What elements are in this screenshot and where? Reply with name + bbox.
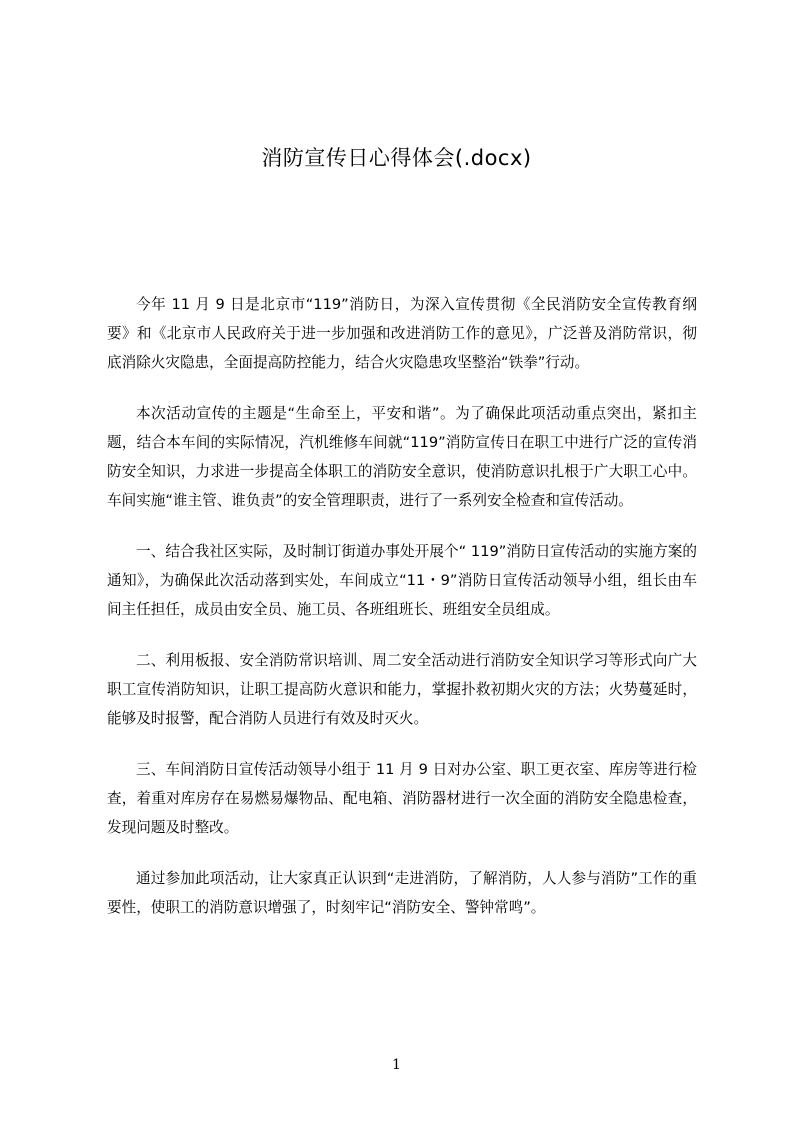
document-body [107, 290, 697, 944]
page-number: 1 [392, 1057, 401, 1073]
paragraph-intro: 今年 11 月 9 日是北京市“119”消防日，为深入宣传贯彻《全民消防安全宣传教育纲要》和《北京市人民政府关于进一步加强和改进消防工作的意见》，广泛普及消防常识，彻底消除火灾隐患，全面提高防控能力，结合火灾隐患攻坚整治“铁拳”行动。 [107, 296, 697, 371]
paragraph-point-three: 三、车间消防日宣传活动领导小组于 11 月 9 日对办公室、职工更衣室、库房等进行检查，着重对库房存在易燃易爆物品、配电箱、消防器材进行一次全面的消防安全隐患检查，发现问题及时整改。 [107, 761, 697, 836]
document-title: 消防宣传日心得体会(.docx) [261, 146, 532, 170]
paragraph-point-two: 二、利用板报、安全消防常识培训、周二安全活动进行消防安全知识学习等形式向广大职工宣传消防知识，让职工提高防火意识和能力，掌握扑救初期火灾的方法；火势蔓延时，能够及时报警，配合消防人员进行有效及时灭火。 [107, 652, 697, 727]
paragraph-theme: 本次活动宣传的主题是“生命至上，平安和谐”。为了确保此项活动重点突出，紧扣主题，结合本车间的实际情况，汽机维修车间就“119”消防宣传日在职工中进行广泛的宣传消防安全知识，力求进一步提高全体职工的消防安全意识，使消防意识扎根于广大职工心中。车间实施“谁主管、谁负责”的安全管理职责，进行了一系列安全检查和宣传活动。 [107, 405, 697, 509]
paragraph-point-one: 一、结合我社区实际，及时制订街道办事处开展个“ 119”消防日宣传活动的实施方案的通知》，为确保此次活动落到实处，车间成立“11・9”消防日宣传活动领导小组，组长由车间主任担任，成员由安全员、施工员、各班组班长、班组安全员组成。 [107, 543, 697, 618]
paragraph-conclusion: 通过参加此项活动，让大家真正认识到“走进消防，了解消防，人人参与消防”工作的重要性，使职工的消防意识增强了，时刻牢记“消防安全、警钟常鸣”。 [107, 870, 697, 916]
